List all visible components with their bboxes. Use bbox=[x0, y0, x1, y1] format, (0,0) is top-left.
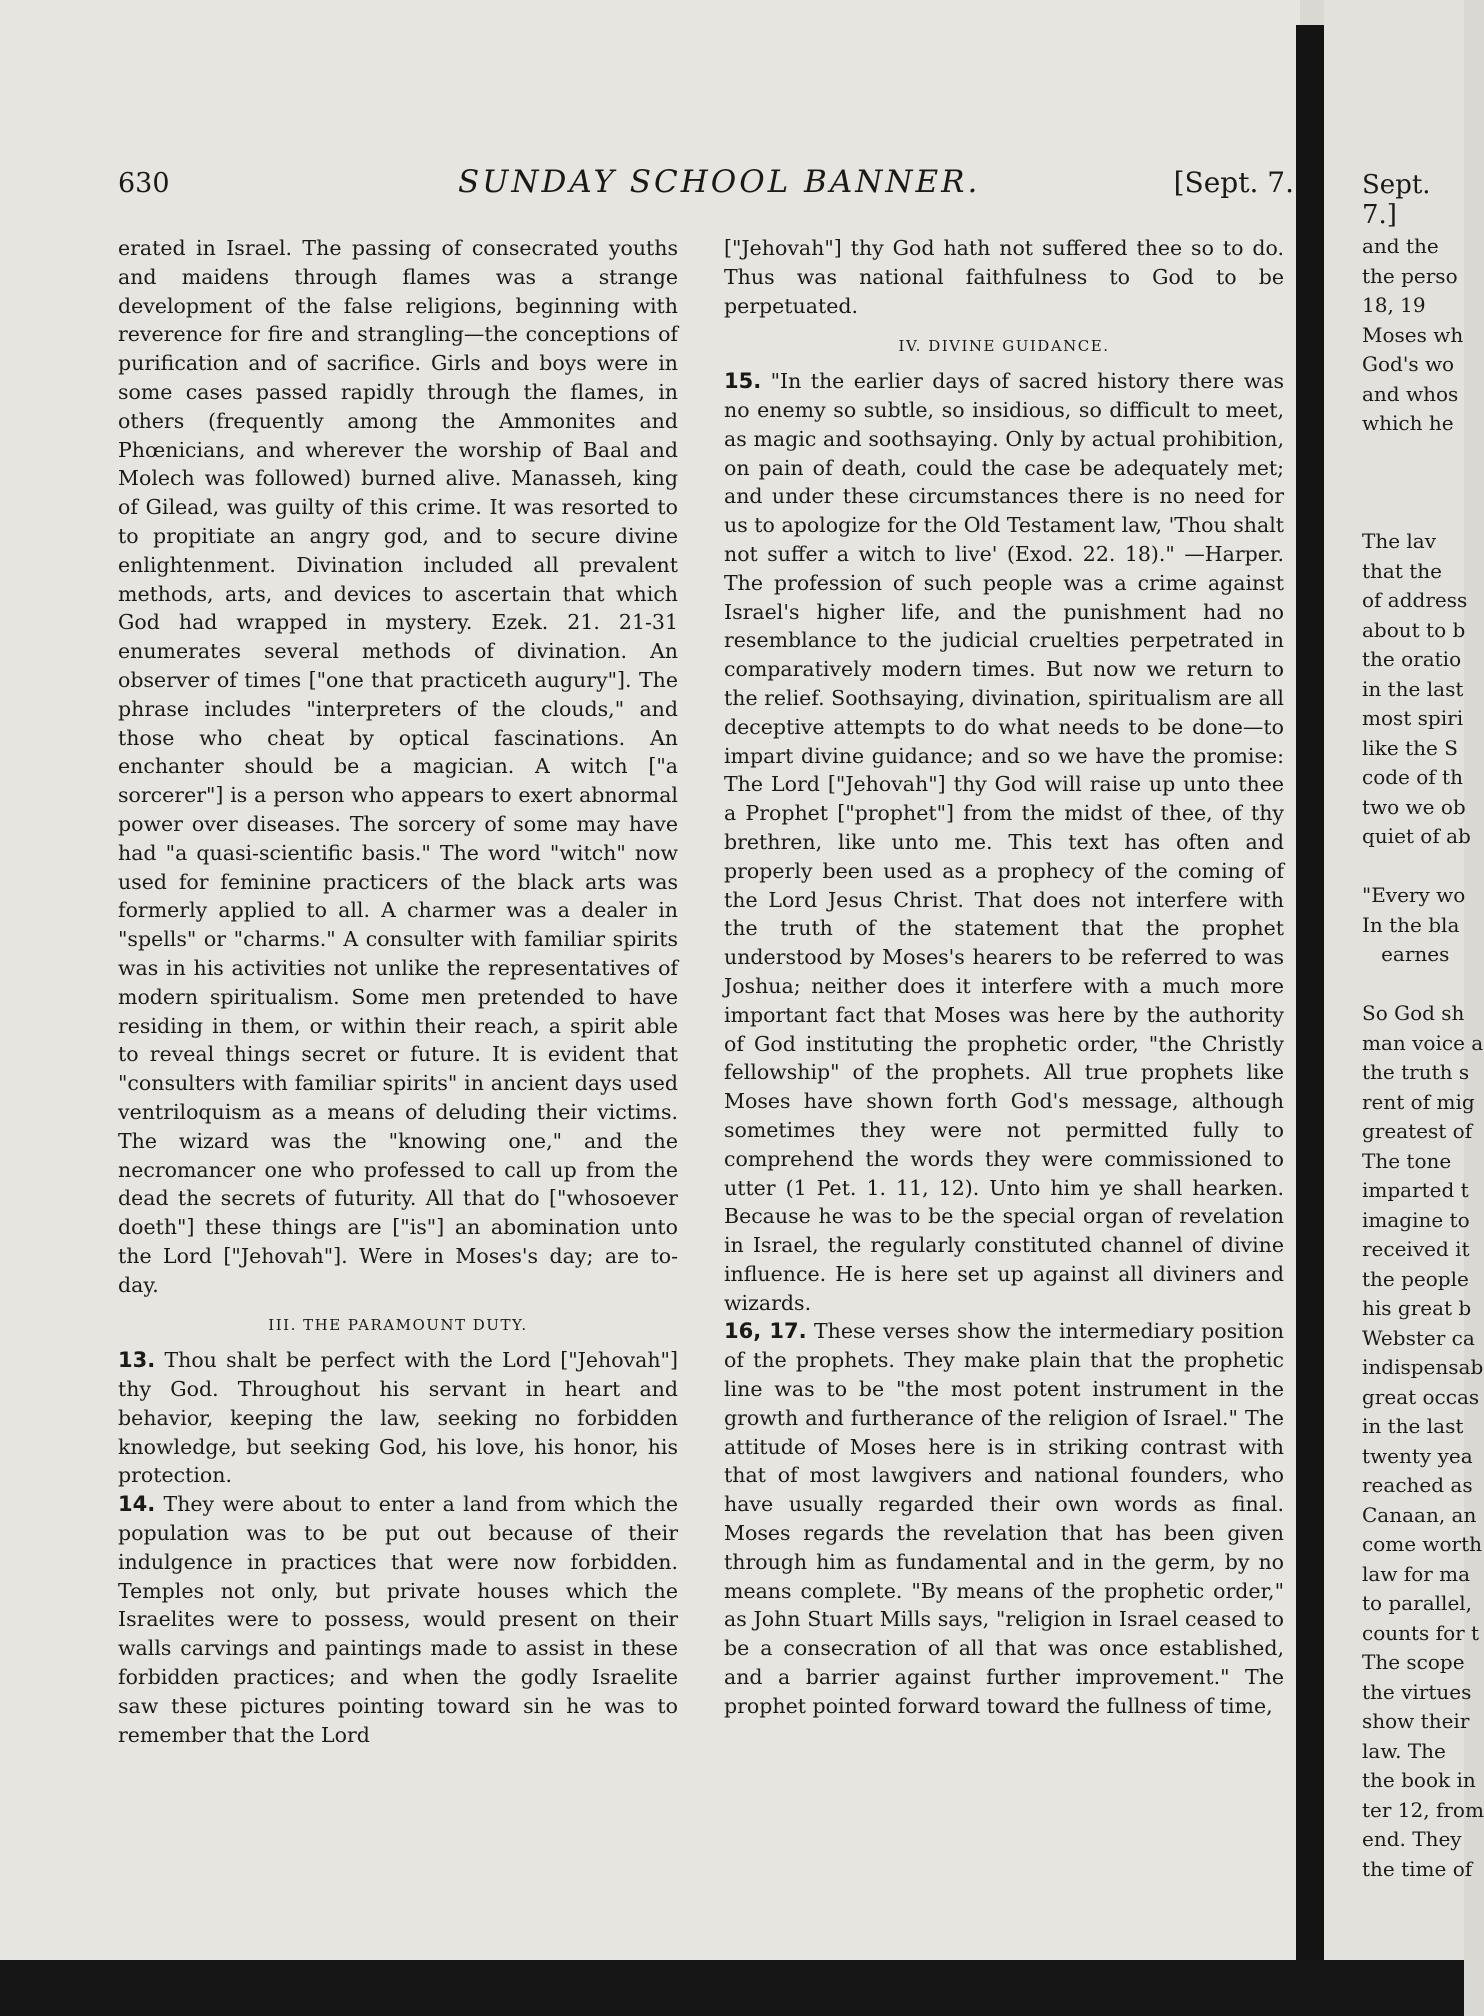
facing-page-line: the oratio bbox=[1362, 647, 1462, 671]
facing-page-line: of address bbox=[1362, 588, 1468, 612]
facing-page-line: 18, 19 bbox=[1362, 293, 1426, 317]
facing-page-line: to parallel, bbox=[1362, 1591, 1473, 1615]
facing-page-line: end. They bbox=[1362, 1827, 1462, 1851]
facing-page-line: So God sh bbox=[1362, 1001, 1465, 1025]
journal-title: SUNDAY SCHOOL BANNER. bbox=[458, 164, 981, 200]
facing-page-line: received it bbox=[1362, 1237, 1470, 1261]
verse-number: 15. bbox=[724, 369, 762, 394]
facing-page-line: law for ma bbox=[1362, 1561, 1471, 1586]
facing-page-line: the book in bbox=[1362, 1768, 1476, 1792]
verse-number: 14. bbox=[118, 1492, 156, 1517]
paragraph: erated in Israel. The passing of consecrated youths and maidens through flames was a strange development of the false religions, beginning with reverence for fire and strangling—the conceptions of purification and of sacrifice. Girls and boys were in some cases passed rapidly through the flames, in others (frequently among the Ammonites and Phœnicians, and wherever the worship of Baal and Molech was followed) burned alive. Manasseh, king of Gilead, was guilty of this crime. It was resorted to to propitiate an angry god, and to secure divine enlightenment. Divination included all prevalent methods, arts, and devices to ascertain that which God had wrapped in mystery. Ezek. 21. 21-31 enumerates several methods of divination. An observer of times ["one that practiceth augury"]. The phrase includes "interpreters of the clouds," and those who cheat by optical fascinations. An enchanter should be a magician. A witch ["a sorcerer"] is a person who appears to exert abnormal power over diseases. The sorcery of some may have had "a quasi-scientific basis." The word "witch" now used for feminine practicers of the black arts was formerly applied to all. A charmer was a dealer in "spells" or "charms." A consulter with familiar spirits was in his activities not unlike the representatives of modern spiritualism. Some men pretended to have residing in them, or within their reach, a spirit able to reveal things secret or future. It is evident that "consulters with familiar spirits" in ancient days used ventriloquism as a means of deluding their victims. The wizard was the "knowing one," and the necromancer one who professed to call up from the dead the secrets of futurity. All that do ["whosoever doeth"] these things are ["is"] an abomination unto the Lord ["Jehovah"]. Were in Moses's day; are to-day. bbox=[118, 236, 678, 1297]
verse-16-17 bbox=[724, 1317, 1284, 1720]
facing-page-line: The lav bbox=[1362, 529, 1437, 553]
facing-page-line: God's wo bbox=[1362, 352, 1455, 376]
facing-page-line: rent of mig bbox=[1362, 1089, 1475, 1114]
verse-text: "In the earlier days of sacred history there was no enemy so subtle, so insidious, so difficult to meet, as magic and soothsaying. Only by actual prohibition, on pain of death, could the case be adequately met; and under these circumstances there is no need for us to apologize for the Old Testament law, 'Thou shalt not suffer a witch to live' (Exod. 22. 18)." —Harper. The profession of such people was a crime against Israel's higher life, and the punishment had no resemblance to the judicial cruelties perpetrated in comparatively modern times. But now we return to the relief. Soothsaying, divination, spiritualism are all deceptive attempts to do what needs to be done—to impart divine guidance; and so we have the promise: The Lord ["Jehovah"] thy God will raise up unto thee a Prophet ["prophet"] from the midst of thee, of thy brethren, like unto me. This text has often and properly been used as a prophecy of the coming of the Lord Jesus Christ. That does not interfere with the truth of the statement that the prophet understood by Moses's hearers to be referred to was Joshua; neither does it interfere with a much more important fact that Moses was here by the authority of God instituting the prophetic order, "the Christly fellowship" of the prophets. All true prophets like Moses have shown forth God's message, although sometimes they were not permitted fully to comprehend the words they were commissioned to utter (1 Pet. 1. 11, 12). Unto him ye shall hearken. Because he was to be the special organ of revelation in Israel, the regularly constituted channel of divine influence. He is here set up against all diviners and wizards. bbox=[724, 369, 1284, 1315]
facing-page-line: the perso bbox=[1362, 263, 1458, 288]
facing-page-line: indispensab bbox=[1362, 1355, 1484, 1379]
facing-page-line: the truth s bbox=[1362, 1060, 1470, 1084]
facing-page bbox=[1324, 0, 1484, 1960]
facing-page-line: counts for t bbox=[1362, 1620, 1480, 1645]
facing-page-line: imparted t bbox=[1362, 1178, 1469, 1202]
facing-page-line: come worth bbox=[1362, 1532, 1483, 1556]
verse-14 bbox=[118, 1490, 678, 1749]
verse-text: They were about to enter a land from which the population was to be put out because of their indulgence in practices that were now forbidden. Temples not only, but private houses which the Israelites were to possess, would present on their walls carvings and paintings made to assist in these forbidden practices; and when the godly Israelite saw these pictures pointing toward sin he was to remember that the Lord bbox=[118, 1492, 678, 1747]
facing-page-line bbox=[1362, 439, 1484, 469]
facing-page-line: like the S bbox=[1362, 735, 1458, 760]
facing-page-line: In the bla bbox=[1362, 912, 1460, 937]
facing-page-line: about to b bbox=[1362, 617, 1466, 642]
verse-number: 13. bbox=[118, 1348, 156, 1373]
facing-page-line: law. The bbox=[1362, 1738, 1446, 1763]
page-number: 630 bbox=[118, 168, 170, 199]
facing-page-line: in the last bbox=[1362, 676, 1464, 701]
facing-page-line: the virtues bbox=[1362, 1679, 1472, 1704]
facing-page-header: Sept. 7.] bbox=[1362, 170, 1431, 230]
verse-text: Thou shalt be perfect with the Lord ["Jehovah"] thy God. Throughout his servant in heart and behavior, keeping the law, seeking no forbidden knowledge, but seeking God, his love, his honor, his protection. bbox=[118, 1348, 678, 1488]
facing-page-line: Moses wh bbox=[1362, 322, 1464, 347]
facing-page-line: the people bbox=[1362, 1266, 1469, 1291]
facing-page-line: that the bbox=[1362, 558, 1442, 583]
facing-page-line: earnes bbox=[1362, 942, 1450, 966]
facing-page-line: the time of bbox=[1362, 1856, 1473, 1881]
facing-page-line: most spiri bbox=[1362, 706, 1464, 730]
facing-page-line: The tone bbox=[1362, 1148, 1452, 1173]
facing-page-line: show their bbox=[1362, 1709, 1470, 1733]
verse-15 bbox=[724, 367, 1284, 1317]
section-heading: IV. DIVINE GUIDANCE. bbox=[898, 337, 1110, 356]
facing-page-line: imagine to bbox=[1362, 1207, 1470, 1232]
verse-text: These verses show the intermediary position of the prophets. They make plain that the prophetic line was to be "the most potent instrument in the growth and furtherance of the religion of Israel." The attitude of Moses here is in striking contrast with that of most lawgivers and national founders, who have usually regarded their own words as final. Moses regards the revelation that has been given through him as fundamental and in the germ, by no means complete. "By means of the prophetic order," as John Stuart Mills says, "religion in Israel ceased to be a consecration of all that was once established, and a barrier against further improvement." The prophet pointed forward toward the fullness of time, bbox=[724, 1319, 1284, 1718]
facing-page-line: which he bbox=[1362, 411, 1454, 435]
facing-page-line: code of th bbox=[1362, 765, 1463, 789]
facing-page-line: greatest of bbox=[1362, 1119, 1473, 1143]
left-column bbox=[118, 234, 678, 1749]
facing-page-line: Webster ca bbox=[1362, 1325, 1475, 1350]
facing-page-line: great occas bbox=[1362, 1384, 1480, 1409]
facing-page-line: in the last bbox=[1362, 1414, 1464, 1438]
facing-page-line bbox=[1362, 468, 1484, 498]
facing-page-line: "Every wo bbox=[1362, 883, 1466, 907]
page-header bbox=[118, 164, 1294, 212]
facing-page-line: man voice a bbox=[1362, 1030, 1484, 1055]
facing-page-line: ter 12, from bbox=[1362, 1797, 1484, 1822]
facing-page-line: reached as bbox=[1362, 1473, 1473, 1497]
facing-page-line bbox=[1362, 498, 1484, 528]
facing-page-text bbox=[1362, 232, 1484, 1884]
verse-13 bbox=[118, 1346, 678, 1490]
facing-page-line: twenty yea bbox=[1362, 1443, 1473, 1468]
paragraph: ["Jehovah"] thy God hath not suffered thee so to do. Thus was national faithfulness to God to be perpetuated. bbox=[724, 236, 1284, 318]
facing-page-line: Canaan, an bbox=[1362, 1502, 1477, 1527]
right-column bbox=[724, 234, 1284, 1721]
facing-page-line bbox=[1362, 852, 1484, 882]
scan-border bbox=[0, 1960, 1464, 2016]
facing-page-line: The scope bbox=[1362, 1650, 1465, 1674]
facing-page-line: quiet of ab bbox=[1362, 824, 1471, 848]
issue-date: [Sept. 7. bbox=[1173, 166, 1294, 199]
facing-page-line bbox=[1362, 970, 1484, 1000]
section-heading: III. THE PARAMOUNT DUTY. bbox=[268, 1316, 528, 1335]
verse-number: 16, 17. bbox=[724, 1319, 807, 1344]
book-gutter bbox=[1296, 25, 1324, 1965]
facing-page-line: two we ob bbox=[1362, 794, 1466, 819]
facing-page-line: and the bbox=[1362, 234, 1439, 258]
facing-page-line: and whos bbox=[1362, 381, 1459, 406]
facing-page-line: his great b bbox=[1362, 1296, 1472, 1320]
